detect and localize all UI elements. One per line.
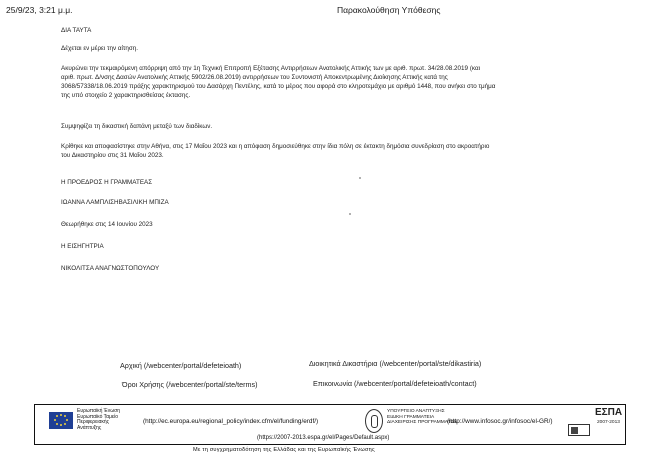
decision-paragraph-3: Συμψηφίζει τη δικαστική δαπάνη μεταξύ των διαδίκων. — [61, 123, 213, 130]
ministry-emblem-icon — [365, 409, 383, 433]
espa-logo-text: ΕΣΠΑ — [595, 407, 623, 418]
paragraph-line: Κρίθηκε και αποφασίστηκε στην Αθήνα, στις 17 Μαΐου 2023 και η απόφαση δημοσιεύθηκε στην ίδια πόλη σε έκτακτη δημόσια συνεδρίαση στο ακροατήριο — [61, 143, 490, 150]
paragraph-line: 3068/57338/18.06.2019 πράξης χαρακτηρισμού του Δασάρχη Πεντέλης, κατά το μέρος που αφορά στο κληροτεμάχιο με αριθμό 1448, που ανήκει στο τμήμα — [61, 83, 496, 90]
paragraph-line: αριθ. πρωτ. Δ/νσης Δασών Ανατολικής Αττικής 5902/26.08.2019) αντιρρήσεων του Συντονιστή Αποκεντρωμένης Διοίκησης Αττικής κατά της — [61, 74, 448, 81]
page-title: Παρακολούθηση Υπόθεσης — [337, 5, 441, 15]
eu-flag-icon — [49, 412, 73, 429]
erdf-link[interactable]: (http://ec.europa.eu/regional_policy/index.cfm/el/funding/erdf/) — [143, 418, 319, 425]
decision-heading: ΔΙΑ ΤΑΥΤΑ — [61, 27, 92, 34]
espa-link[interactable]: (https://2007-2013.espa.gr/el/Pages/Default.aspx) — [257, 435, 390, 441]
funding-banner — [34, 404, 626, 445]
footer-link-contact[interactable]: Επικοινωνία (/webcenter/portal/defeteioath/contact) — [313, 379, 477, 388]
footer-link-terms[interactable]: Όροι Χρήσης (/webcenter/portal/ste/terms) — [122, 380, 258, 389]
cofinance-note: Με τη συγχρηματοδότηση της Ελλάδας και της Ευρωπαϊκής Ένωσης — [193, 447, 375, 453]
scan-speck — [349, 213, 351, 215]
paragraph-line: Ακυρώνει την τεκμαιρόμενη απόρριψη από την 1η Τεχνική Επιτροπή Εξέτασης Αντιρρήσεων Ανατολικής Αττικής των με αριθ. πρωτ. 34/28.08.2019 (και — [61, 65, 481, 72]
scan-speck — [359, 177, 361, 179]
ministry-label: ΥΠΟΥΡΓΕΙΟ ΑΝΑΠΤΥΞΗΣ ΕΙΔΙΚΗ ΓΡΑΜΜΑΤΕΙΑ ΔΙΑΧΕΙΡΙΣΗΣ ΠΡΟΓΡΑΜΜΑΤΩΝ — [387, 409, 458, 426]
paragraph-line: της υπό στοιχείο 2 χαρακτηρισθείσας έκτασης. — [61, 92, 191, 99]
signature-name-1: ΙΩΑΝΝΑ ΛΑΜΠΛΙΣΗΒΑΣΙΛΙΚΗ ΜΠΙΖΑ — [61, 199, 169, 206]
decision-paragraph-4 — [61, 142, 621, 160]
infosoc-link[interactable]: (http://www.infosoc.gr/infosoc/el-GR/) — [447, 418, 553, 425]
paragraph-line: του Δικαστηρίου στις 31 Μαΐου 2023. — [61, 152, 164, 159]
footer-link-home[interactable]: Αρχική (/webcenter/portal/defeteioath) — [120, 361, 242, 370]
espa-years: 2007-2013 — [597, 420, 620, 425]
espa-mark-icon — [568, 424, 590, 436]
signature-name-2: ΝΙΚΟΛΙΤΣΑ ΑΝΑΓΝΩΣΤΟΠΟΥΛΟΥ — [61, 265, 160, 272]
signature-title-2: Η ΕΙΣΗΓΗΤΡΙΑ — [61, 243, 104, 250]
signature-title-1: Η ΠΡΟΕΔΡΟΣ Η ΓΡΑΜΜΑΤΕΑΣ — [61, 179, 153, 186]
decision-paragraph-1: Δέχεται εν μέρει την αίτηση. — [61, 45, 139, 52]
eu-fund-label: Ευρωπαϊκή Ένωση Ευρωπαϊκό Ταμείο Περιφερειακής Ανάπτυξης — [77, 408, 120, 431]
footer-link-courts[interactable]: Διοικητικά Δικαστήρια (/webcenter/portal/ste/dikastiria) — [309, 359, 482, 368]
approval-date: Θεωρήθηκε στις 14 Ιουνίου 2023 — [61, 221, 153, 228]
decision-paragraph-2 — [61, 64, 621, 100]
print-datetime: 25/9/23, 3:21 μ.μ. — [6, 5, 73, 15]
